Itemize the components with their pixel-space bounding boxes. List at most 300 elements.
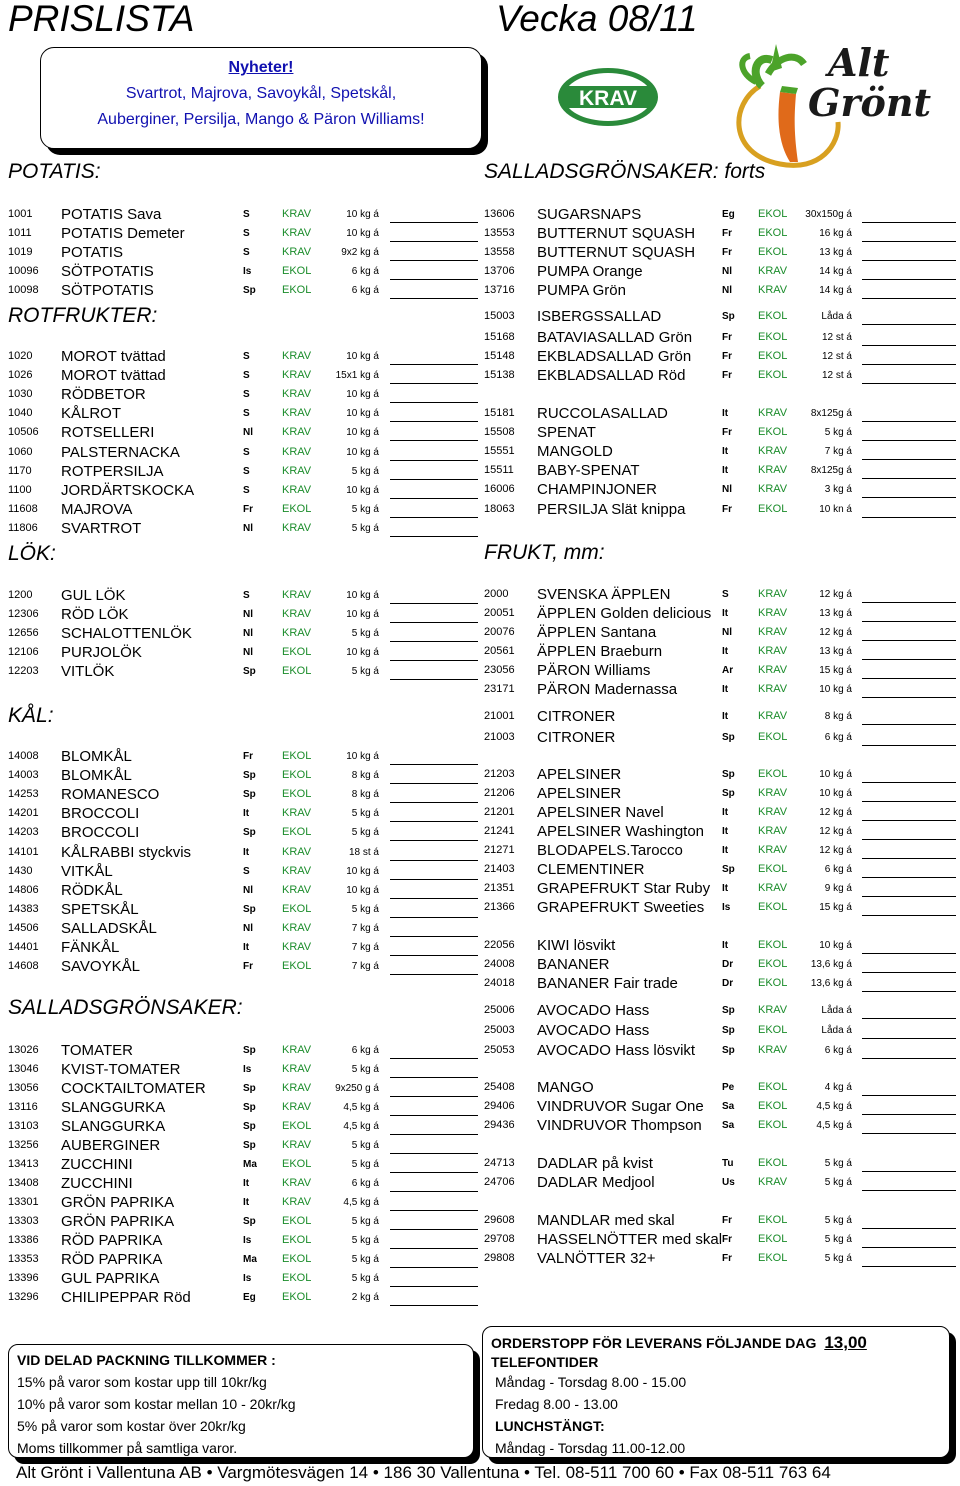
pack-size: 5 kg á <box>351 504 379 515</box>
origin-code: It <box>722 446 729 457</box>
product-name: RÖDKÅL <box>61 882 123 899</box>
product-name: GRÖN PAPRIKA <box>61 1194 175 1211</box>
price-line <box>390 1305 478 1306</box>
origin-code: S <box>243 228 250 239</box>
origin-code: Pe <box>722 1082 735 1093</box>
product-name: EKBLADSALLAD Röd <box>537 367 686 384</box>
product-name: VITLÖK <box>61 663 115 680</box>
product-row <box>484 328 958 347</box>
cert-label: EKOL <box>758 1157 788 1169</box>
pack-size: 5 kg á <box>351 1216 379 1227</box>
product-name: PUMPA Grön <box>537 282 626 299</box>
price-line <box>390 479 478 480</box>
origin-code: It <box>243 1197 250 1208</box>
product-code: 15168 <box>484 331 515 343</box>
product-code: 12106 <box>8 646 39 658</box>
product-row <box>484 1211 958 1230</box>
product-name: VITKÅL <box>61 863 113 880</box>
price-line <box>390 1153 478 1154</box>
product-row <box>8 366 473 385</box>
product-name: SCHALOTTENLÖK <box>61 625 192 642</box>
news-line: Svartrot, Majrova, Savoykål, Spetskål, <box>125 85 397 102</box>
origin-code: Nl <box>722 627 732 638</box>
origin-code: It <box>722 646 729 657</box>
product-code: 13301 <box>8 1196 39 1208</box>
product-name: TOMATER <box>61 1042 133 1059</box>
product-code: 1040 <box>8 407 33 419</box>
origin-code: Fr <box>722 504 732 515</box>
product-code: 12656 <box>8 627 39 639</box>
origin-code: Us <box>722 1177 735 1188</box>
product-code: 20076 <box>484 626 515 638</box>
price-line <box>862 782 956 783</box>
pack-size: 10 kg á <box>346 485 379 496</box>
product-name: AUBERGINER <box>61 1137 161 1154</box>
krav-logo <box>556 66 660 128</box>
product-name: PÄRON Williams <box>537 662 651 679</box>
cert-label: KRAV <box>758 710 788 722</box>
product-row <box>8 804 473 823</box>
price-line <box>862 801 956 802</box>
product-name: VINDRUVOR Thompson <box>537 1117 702 1134</box>
price-line <box>862 364 956 365</box>
pack-size: 5 kg á <box>351 827 379 838</box>
origin-code: It <box>722 711 729 722</box>
price-line <box>862 1095 956 1096</box>
cert-label: KRAV <box>758 284 788 296</box>
product-code: 10098 <box>8 284 39 296</box>
cert-label: KRAV <box>758 445 788 457</box>
pack-size: 5 kg á <box>351 1273 379 1284</box>
cert-label: KRAV <box>282 608 312 620</box>
cert-label: KRAV <box>282 1063 312 1075</box>
cert-label: KRAV <box>282 589 312 601</box>
cert-label: EKOL <box>758 1081 788 1093</box>
product-name: RUCCOLASALLAD <box>537 405 668 422</box>
product-name: MANGO <box>537 1079 594 1096</box>
product-code: 13606 <box>484 208 515 220</box>
cert-label: KRAV <box>282 1101 312 1113</box>
product-code: 14806 <box>8 884 39 896</box>
product-code: 13303 <box>8 1215 39 1227</box>
price-line <box>390 402 478 403</box>
product-name: EKBLADSALLAD Grön <box>537 348 692 365</box>
origin-code: Nl <box>243 523 253 534</box>
product-name: CLEMENTINER <box>537 861 645 878</box>
pack-size: 6 kg á <box>824 732 852 743</box>
price-line <box>390 783 478 784</box>
price-line <box>862 260 956 261</box>
price-line <box>390 898 478 899</box>
order-heading-row <box>491 1333 949 1353</box>
pack-size: 5 kg á <box>351 808 379 819</box>
price-line <box>390 879 478 880</box>
price-line <box>862 602 956 603</box>
product-code: 21206 <box>484 787 515 799</box>
product-name: SAVOYKÅL <box>61 958 140 975</box>
packing-line: 5% på varor som kostar över 20kr/kg <box>17 1418 246 1434</box>
product-row <box>8 481 473 500</box>
pack-size: 6 kg á <box>351 266 379 277</box>
origin-code: It <box>243 808 250 819</box>
pack-size: 6 kg á <box>824 1045 852 1056</box>
origin-code: S <box>243 247 250 258</box>
pack-size: 6 kg á <box>351 285 379 296</box>
product-code: 13706 <box>484 265 515 277</box>
origin-code: Fr <box>722 1234 732 1245</box>
pack-size: 5 kg á <box>351 1254 379 1265</box>
cert-label: KRAV <box>282 407 312 419</box>
pack-size: 5 kg á <box>824 427 852 438</box>
product-name: BLODAPELS.Tarocco <box>537 842 683 859</box>
price-line <box>862 279 956 280</box>
product-code: 13396 <box>8 1272 39 1284</box>
product-name: VALNÖTTER 32+ <box>537 1250 656 1267</box>
cert-label: KRAV <box>758 683 788 695</box>
origin-code: Dr <box>722 959 734 970</box>
cert-label: EKOL <box>282 1120 312 1132</box>
product-row <box>8 1079 473 1098</box>
product-row <box>8 423 473 442</box>
product-name: BANANER <box>537 956 610 973</box>
product-code: 15148 <box>484 350 515 362</box>
product-row <box>8 643 473 662</box>
price-line <box>862 421 956 422</box>
pack-size: 6 kg á <box>824 864 852 875</box>
product-code: 13026 <box>8 1044 39 1056</box>
cert-label: EKOL <box>758 246 788 258</box>
origin-code: S <box>243 389 250 400</box>
product-name: DADLAR Medjool <box>537 1174 655 1191</box>
product-row <box>8 443 473 462</box>
cert-label: EKOL <box>282 960 312 972</box>
product-row <box>484 347 958 366</box>
product-row <box>8 624 473 643</box>
pack-size: 4,5 kg á <box>816 1101 852 1112</box>
cert-label: EKOL <box>758 369 788 381</box>
cert-label: KRAV <box>282 1044 312 1056</box>
pack-size: 14 kg á <box>819 266 852 277</box>
price-line <box>390 764 478 765</box>
price-line <box>862 621 956 622</box>
origin-code: Sp <box>243 1045 256 1056</box>
product-code: 1060 <box>8 446 33 458</box>
product-name: AVOCADO Hass lösvikt <box>537 1042 696 1059</box>
product-code: 12203 <box>8 665 39 677</box>
product-row <box>8 1269 473 1288</box>
product-row <box>484 728 958 747</box>
pack-size: 3 kg á <box>824 484 852 495</box>
price-line <box>390 364 478 365</box>
pack-size: 16 kg á <box>819 228 852 239</box>
origin-code: Nl <box>243 885 253 896</box>
product-name: SPENAT <box>537 424 596 441</box>
product-name: KVIST-TOMATER <box>61 1061 181 1078</box>
pack-size: 30x150g á <box>805 209 852 220</box>
pack-size: 7 kg á <box>351 942 379 953</box>
price-line <box>390 622 478 623</box>
price-line <box>862 1133 956 1134</box>
product-code: 1001 <box>8 208 33 220</box>
product-code: 1020 <box>8 350 33 362</box>
origin-code: Tu <box>722 1158 734 1169</box>
product-row <box>8 224 473 243</box>
product-name: MOROT tvättad <box>61 367 166 384</box>
pack-size: 10 kg á <box>346 389 379 400</box>
product-name: PERSILJA Slät knippa <box>537 501 686 518</box>
origin-code: It <box>722 465 729 476</box>
pack-size: 12 st á <box>821 332 852 343</box>
product-code: 29808 <box>484 1252 515 1264</box>
origin-code: Fr <box>243 751 253 762</box>
cert-label: KRAV <box>282 1082 312 1094</box>
cert-label: KRAV <box>758 1004 788 1016</box>
product-row <box>8 766 473 785</box>
price-line <box>862 858 956 859</box>
product-name: COCKTAILTOMATER <box>61 1080 206 1097</box>
product-code: 11608 <box>8 503 38 515</box>
product-row <box>484 243 958 262</box>
pack-size: 7 kg á <box>824 446 852 457</box>
price-line <box>862 877 956 878</box>
product-row <box>484 1173 958 1192</box>
product-row <box>484 281 958 300</box>
product-name: FÄNKÅL <box>61 939 120 956</box>
origin-code: It <box>722 826 729 837</box>
price-line <box>862 298 956 299</box>
pack-size: 10 kg á <box>819 788 852 799</box>
origin-code: Nl <box>722 266 732 277</box>
cert-label: KRAV <box>758 664 788 676</box>
origin-code: Sp <box>722 732 735 743</box>
packing-line: 10% på varor som kostar mellan 10 - 20kr/kg <box>17 1396 296 1412</box>
pack-size: 10 kg á <box>819 684 852 695</box>
cert-label: KRAV <box>282 807 312 819</box>
origin-code: Ar <box>722 665 734 676</box>
product-row <box>8 519 473 538</box>
product-row <box>484 841 958 860</box>
product-code: 13413 <box>8 1158 39 1170</box>
product-row <box>484 307 958 326</box>
product-row <box>8 1193 473 1212</box>
price-line <box>862 324 956 325</box>
origin-code: S <box>243 590 250 601</box>
product-name: BABY-SPENAT <box>537 462 640 479</box>
product-row <box>8 1212 473 1231</box>
cert-label: KRAV <box>282 246 312 258</box>
price-line <box>862 991 956 992</box>
phone-heading: TELEFONTIDER <box>491 1354 599 1370</box>
product-code: 12306 <box>8 608 39 620</box>
origin-code: Sa <box>722 1120 735 1131</box>
product-code: 21403 <box>484 863 515 875</box>
pack-size: 4,5 kg á <box>343 1197 379 1208</box>
pack-size: Låda á <box>821 311 852 322</box>
product-code: 21351 <box>484 882 515 894</box>
product-row <box>484 1097 958 1116</box>
product-name: SLANGGURKA <box>61 1099 166 1116</box>
cert-label: KRAV <box>282 446 312 458</box>
pack-size: 10 kg á <box>346 408 379 419</box>
product-row <box>484 423 958 442</box>
cert-label: KRAV <box>282 884 312 896</box>
cert-label: KRAV <box>758 844 788 856</box>
product-code: 14506 <box>8 922 39 934</box>
cert-label: KRAV <box>282 941 312 953</box>
product-code: 1170 <box>8 465 32 477</box>
product-code: 1200 <box>8 589 33 601</box>
product-name: GUL PAPRIKA <box>61 1270 160 1287</box>
packing-heading: VID DELAD PACKNING TILLKOMMER : <box>17 1352 276 1368</box>
origin-code: Nl <box>243 923 253 934</box>
product-code: 29708 <box>484 1233 515 1245</box>
product-code: 18063 <box>484 503 515 515</box>
product-row <box>8 404 473 423</box>
price-line <box>862 440 956 441</box>
cert-label: EKOL <box>758 901 788 913</box>
product-row <box>484 404 958 423</box>
product-code: 13116 <box>8 1101 38 1113</box>
price-line <box>862 896 956 897</box>
pack-size: 9x250 g á <box>335 1083 379 1094</box>
pack-size: 10 kg á <box>346 590 379 601</box>
pack-size: 10 kg á <box>819 769 852 780</box>
news-line: Auberginer, Persilja, Mango & Päron Williams! <box>97 111 425 128</box>
origin-code: Sp <box>243 770 256 781</box>
product-row <box>484 623 958 642</box>
product-code: 16006 <box>484 483 515 495</box>
origin-code: Sp <box>243 1121 256 1132</box>
origin-code: Fr <box>722 351 732 362</box>
pack-size: 12 st á <box>821 351 852 362</box>
product-row <box>8 462 473 481</box>
price-line <box>862 345 956 346</box>
origin-code: It <box>722 845 729 856</box>
origin-code: Is <box>243 1273 252 1284</box>
pack-size: 6 kg á <box>351 1178 379 1189</box>
price-line <box>390 298 478 299</box>
origin-code: Fr <box>722 370 732 381</box>
section-title: SALLADSGRÖNSAKER: forts <box>484 160 766 183</box>
pack-size: 10 kg á <box>346 751 379 762</box>
product-name: PÄRON Madernassa <box>537 681 678 698</box>
product-name: CITRONER <box>537 708 616 725</box>
price-line <box>862 1247 956 1248</box>
product-row <box>484 803 958 822</box>
product-code: 1026 <box>8 369 33 381</box>
product-row <box>484 1249 958 1268</box>
price-line <box>862 1058 956 1059</box>
product-code: 24008 <box>484 958 515 970</box>
cert-label: EKOL <box>758 331 788 343</box>
product-code: 1030 <box>8 388 33 400</box>
krav-logo-text: KRAV <box>579 87 637 110</box>
pack-size: 8x125g á <box>810 408 852 419</box>
origin-code: Ma <box>243 1159 257 1170</box>
price-line <box>390 1191 478 1192</box>
product-code: 20051 <box>484 607 515 619</box>
cert-label: KRAV <box>282 465 312 477</box>
product-row <box>484 974 958 993</box>
price-line <box>862 953 956 954</box>
product-name: POTATIS Sava <box>61 206 162 223</box>
product-name: APELSINER Navel <box>537 804 664 821</box>
product-code: 29608 <box>484 1214 515 1226</box>
product-name: VINDRUVOR Sugar One <box>537 1098 704 1115</box>
section-title: LÖK: <box>8 542 56 565</box>
product-row <box>8 1231 473 1250</box>
product-code: 15138 <box>484 369 515 381</box>
product-name: MAJROVA <box>61 501 133 518</box>
product-name: SLANGGURKA <box>61 1118 166 1135</box>
cert-label: KRAV <box>282 922 312 934</box>
price-line <box>390 603 478 604</box>
section-title: SALLADSGRÖNSAKER: <box>8 996 243 1019</box>
pack-size: 10 kg á <box>346 447 379 458</box>
product-row <box>484 1078 958 1097</box>
product-row <box>484 898 958 917</box>
origin-code: It <box>722 408 729 419</box>
cert-label: EKOL <box>758 1100 788 1112</box>
product-code: 13716 <box>484 284 515 296</box>
product-code: 13296 <box>8 1291 39 1303</box>
origin-code: Nl <box>722 285 732 296</box>
product-name: APELSINER Washington <box>537 823 705 840</box>
footer: Alt Grönt i Vallentuna AB • Vargmötesvägen 14 • 186 30 Vallentuna • Tel. 08-511 700 60 • Fax 08-511 763 64 <box>16 1463 831 1482</box>
product-name: PURJOLÖK <box>61 644 142 661</box>
product-name: SUGARSNAPS <box>537 206 642 223</box>
order-time: 13,00 <box>824 1333 867 1352</box>
origin-code: S <box>243 485 250 496</box>
product-code: 14101 <box>8 846 39 858</box>
cert-label: EKOL <box>282 665 312 677</box>
product-name: KIWI lösvikt <box>537 937 616 954</box>
pack-size: 12 kg á <box>819 826 852 837</box>
pack-size: 2 kg á <box>351 1292 379 1303</box>
cert-label: EKOL <box>282 1215 312 1227</box>
product-name: BUTTERNUT SQUASH <box>537 225 696 242</box>
pack-size: 4,5 kg á <box>343 1121 379 1132</box>
product-code: 21241 <box>484 825 515 837</box>
product-code: 25408 <box>484 1081 515 1093</box>
product-row <box>8 1155 473 1174</box>
product-name: SÖTPOTATIS <box>61 263 154 280</box>
section-title: FRUKT, mm: <box>484 541 605 564</box>
cert-label: EKOL <box>758 503 788 515</box>
cert-label: KRAV <box>282 522 312 534</box>
section-title: POTATIS: <box>8 160 101 183</box>
pack-size: 15x1 kg á <box>335 370 379 381</box>
pack-size: Låda á <box>821 1025 852 1036</box>
product-code: 25006 <box>484 1004 515 1016</box>
product-name: RÖD LÖK <box>61 606 129 623</box>
origin-code: Nl <box>243 628 253 639</box>
product-code: 15511 <box>484 464 514 476</box>
pack-size: 5 kg á <box>351 666 379 677</box>
price-line <box>862 659 956 660</box>
product-code: 14608 <box>8 960 39 972</box>
product-row <box>8 823 473 842</box>
product-row <box>484 822 958 841</box>
origin-code: Nl <box>243 609 253 620</box>
origin-code: S <box>722 589 729 600</box>
cert-label: EKOL <box>758 310 788 322</box>
product-code: 13056 <box>8 1082 39 1094</box>
product-row <box>484 1041 958 1060</box>
product-name: BLOMKÅL <box>61 767 132 784</box>
pack-size: 12 st á <box>821 370 852 381</box>
cert-label: KRAV <box>282 846 312 858</box>
